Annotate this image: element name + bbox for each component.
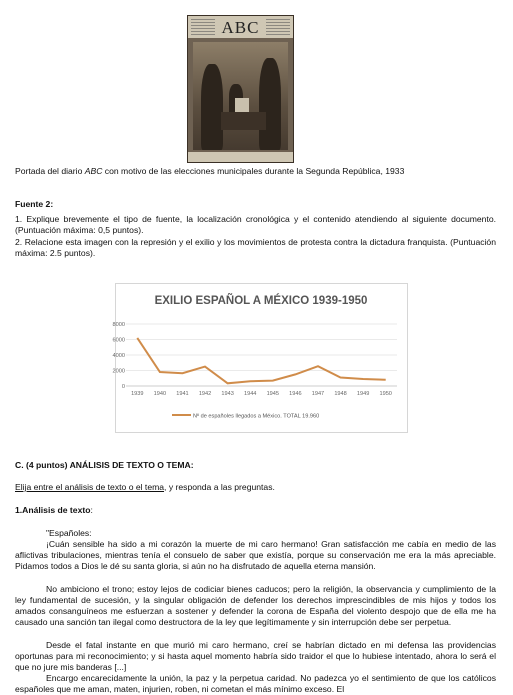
series-line <box>137 338 385 383</box>
instruction-underlined: Elija entre el análisis de texto o el tema <box>15 482 165 492</box>
quote-paragraph-4: Encargo encarecidamente la unión, la paz y la perpetua caridad. No padezca yo el sentimiento de que los católicos españoles que me aman, maten, injurien, roben, ni cometan el más mínimo exceso. El <box>15 673 496 694</box>
instruction-rest: , y responda a las preguntas. <box>164 482 275 492</box>
x-tick-label: 1942 <box>198 391 212 397</box>
cover-footer <box>188 152 293 162</box>
x-tick-label: 1944 <box>243 391 257 397</box>
cover-desk <box>221 112 266 130</box>
cover-figure-right <box>259 58 281 150</box>
exile-line-chart <box>112 284 407 432</box>
text-analysis-title: 1.Análisis de texto <box>15 505 91 515</box>
newspaper-cover-image <box>187 15 294 163</box>
x-tick-label: 1943 <box>221 391 234 397</box>
question-2: 2. Relacione esta imagen con la represión y el exilio y los movimientos de protesta contra la dictadura franquista. (Puntuación máxima: 2.5 puntos). <box>15 237 496 258</box>
text-analysis-heading <box>15 505 93 516</box>
y-tick-label: 6000 <box>112 337 125 344</box>
quote-opening: "Españoles: <box>46 528 92 538</box>
x-tick-label: 1940 <box>153 391 167 397</box>
legend-label: Nº de españoles llegados a México. TOTAL 19.960 <box>193 413 320 420</box>
y-tick-label: 2000 <box>112 368 125 375</box>
caption-text: Portada del diario <box>15 166 85 176</box>
x-tick-label: 1946 <box>289 391 302 397</box>
quote-paragraph-1: ¡Cuán sensible ha sido a mi corazón la muerte de mi caro hermano! Gran satisfacción me cabía en medio de las aflictivas tribulaciones, mientras tenía el consuelo de saber que existía, porque su conservación me era la más apreciable. Pidamos todos a Dios le dé su santa gloria, si aún no ha disfrutado de aquella eterna mansión. <box>15 539 496 571</box>
y-tick-label: 8000 <box>112 322 125 328</box>
x-tick-label: 1948 <box>334 391 347 397</box>
y-tick-label: 0 <box>121 384 125 390</box>
cover-ballot-box <box>235 98 249 113</box>
cover-photo <box>193 42 288 150</box>
chart-frame <box>112 283 408 433</box>
caption-text-end: con motivo de las elecciones municipales durante la Segunda República, 1933 <box>102 166 405 176</box>
cover-figure-left <box>201 64 223 150</box>
x-tick-label: 1949 <box>356 391 370 397</box>
x-tick-label: 1941 <box>176 391 189 397</box>
quote-paragraph-2: No ambiciono el trono; estoy lejos de codiciar bienes caducos; pero la religión, la observancia y cumplimiento de la ley fundamental de sucesión, y la singular obligación de defender los derechos imprescindibles de mis hijos y todos los amados consanguíneos me esfuerzan a sostener y defender la corona de España del violento despojo que de ella me ha causado una sanción tan ilegal como destructora de la ley que legítimamente y sin interrupción debe ser perpetua. <box>15 584 496 627</box>
chart-title: EXILIO ESPAÑOL A MÉXICO 1939-1950 <box>154 295 368 307</box>
caption-italic: ABC <box>84 166 103 176</box>
image-caption <box>15 166 495 177</box>
x-tick-label: 1945 <box>266 391 280 397</box>
question-1: 1. Explique brevemente el tipo de fuente, la localización cronológica y el contenido atendiendo al siguiente documento. (Puntuación máxima: 0,5 puntos). <box>15 214 496 235</box>
quote-paragraph-3: Desde el fatal instante en que murió mi caro hermano, creí se habrían dictado en mi defensa las providencias oportunas para mi reconocimiento; y si hasta aquel momento habría sido traidor el que lo hubiese intentado, ahora lo será el que no jure mis banderas [...] <box>15 640 496 672</box>
text-analysis-colon: : <box>90 505 93 515</box>
cover-column-right <box>266 19 290 35</box>
cover-column-left <box>191 19 215 35</box>
y-tick-label: 4000 <box>112 353 125 359</box>
cover-logo: ABC <box>221 18 260 37</box>
section-c-instruction <box>15 482 495 493</box>
x-tick-label: 1950 <box>379 391 392 397</box>
x-tick-label: 1947 <box>311 391 325 397</box>
section-c-heading: C. (4 puntos) ANÁLISIS DE TEXTO O TEMA: <box>15 460 194 470</box>
x-tick-label: 1939 <box>131 391 144 397</box>
fuente-2-heading: Fuente 2: <box>15 199 54 209</box>
